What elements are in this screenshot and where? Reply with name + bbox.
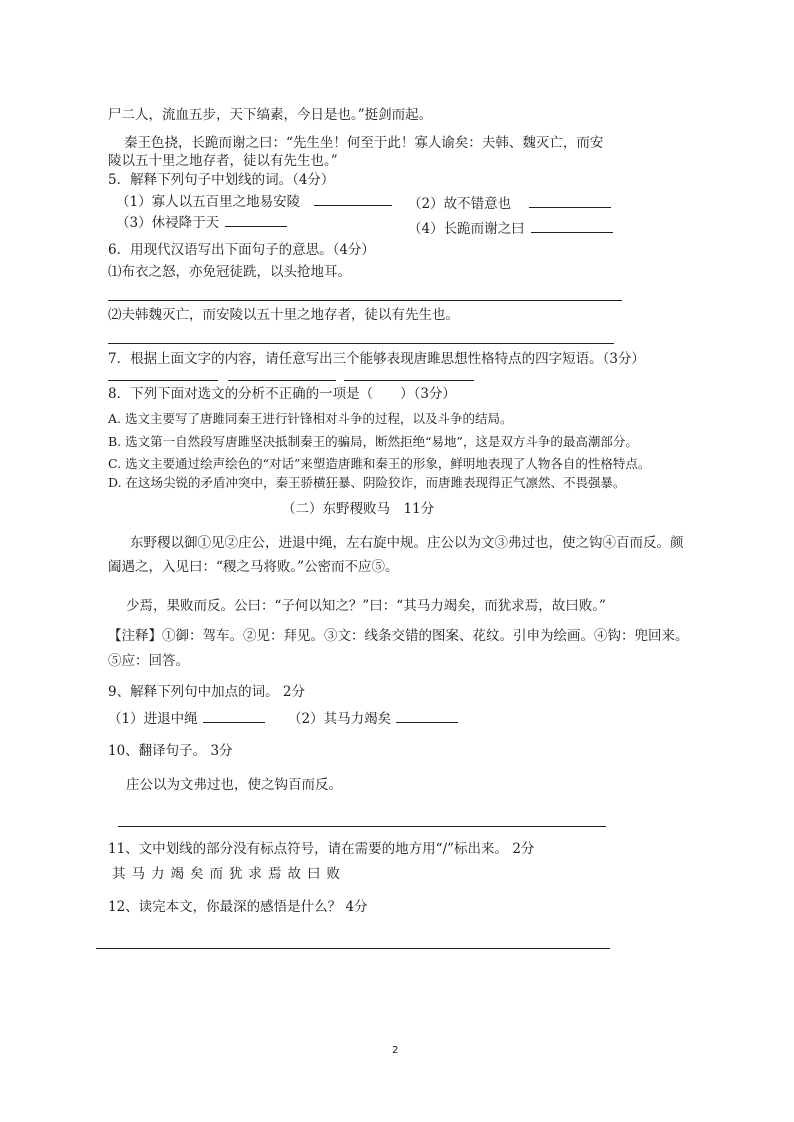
q9-item-1-blank[interactable] xyxy=(203,710,265,723)
q11-text[interactable]: 其马力竭矣而犹求焉故曰败 xyxy=(112,866,346,882)
q6-sentence-2: ⑵夫韩魏灭亡，而安陵以五十里之地存者，徒以有先生也。 xyxy=(108,307,459,323)
q8-stem: 8．下列下面对选文的分析不正确的一项是（ ）（3分） xyxy=(108,386,456,402)
passage1-line3: 陵以五十里之地存者，徒以有先生也。” xyxy=(108,153,338,169)
page-number: 2 xyxy=(392,1045,399,1056)
q7-stem: 7．根据上面文字的内容，请任意写出三个能够表现唐雎思想性格特点的四字短语。（3分） xyxy=(108,351,645,367)
q5-item-2-blank[interactable] xyxy=(529,195,611,208)
passage1-line1: 尸二人，流血五步，天下缟素，今日是也。”挺剑而起。 xyxy=(108,107,433,123)
q5-item-3 xyxy=(116,214,287,232)
q5-item-1-text: （1）寡人以五百里之地易安陵 xyxy=(116,194,301,210)
q9-item-2 xyxy=(288,710,458,728)
q12-answer-line[interactable] xyxy=(96,948,610,949)
q5-item-1-blank[interactable] xyxy=(314,193,392,206)
q9-item-2-blank[interactable] xyxy=(396,710,458,723)
q5-item-2-text: （2）故不错意也 xyxy=(408,196,512,212)
q9-item-2-text: （2）其马力竭矣 xyxy=(288,711,392,727)
q5-item-1 xyxy=(116,193,392,211)
passage2-line1: 东野稷以御①见②庄公，进退中绳，左右旋中规。庄公以为文③弗过也，使之钩④百而反。颜 xyxy=(130,535,684,551)
q7-answer-blank-3[interactable] xyxy=(344,380,474,381)
q5-item-2 xyxy=(408,195,611,213)
passage2-line2: 阖遇之，入见曰：“稷之马将败。”公密而不应⑤。 xyxy=(108,559,399,575)
q5-item-4-blank[interactable] xyxy=(531,220,613,233)
q7-answer-blank-1[interactable] xyxy=(108,380,218,381)
section2-title: （二）东野稷败马 11分 xyxy=(282,501,435,517)
q7-answer-blank-2[interactable] xyxy=(228,380,336,381)
q10-stem: 10、翻译句子。 3分 xyxy=(108,743,233,759)
q8-option-c[interactable]: C. 选文主要通过绘声绘色的“对话”来塑造唐雎和秦王的形象，鲜明地表现了人物各自的性格特点。 xyxy=(108,456,651,471)
q10-answer-line[interactable] xyxy=(118,826,606,827)
q6-sentence-1: ⑴布衣之怒，亦免冠徒跣，以头抢地耳。 xyxy=(108,264,351,280)
passage2-note-line2: ⑤应：回答。 xyxy=(108,653,189,669)
q9-item-1-text: （1）进退中绳 xyxy=(108,711,198,727)
q10-sentence: 庄公以为文弗过也，使之钩百而反。 xyxy=(126,777,342,793)
q11-stem: 11、文中划线的部分没有标点符号，请在需要的地方用“/”标出来。 2分 xyxy=(108,841,535,857)
q5-item-4 xyxy=(408,220,613,238)
q5-item-3-text: （3）休祲降于天 xyxy=(116,215,220,231)
q9-item-1 xyxy=(108,710,265,728)
q6-answer-line-1[interactable] xyxy=(108,300,622,301)
passage2-line3: 少焉，果败而反。公曰：“子何以知之？”曰：“其马力竭矣，而犹求焉，故曰败。” xyxy=(126,598,606,614)
q8-option-b[interactable]: B. 选文第一自然段写唐雎坚决抵制秦王的骗局，断然拒绝“易地”，这是双方斗争的最高潮部分。 xyxy=(108,434,638,449)
q6-answer-line-2[interactable] xyxy=(108,343,614,344)
q5-stem: 5．解释下列句子中划线的词。（4分） xyxy=(108,172,335,188)
q8-option-d[interactable]: D. 在这场尖锐的矛盾冲突中，秦王骄横狂暴、阴险狡诈，而唐雎表现得正气凛然、不畏强暴。 xyxy=(108,475,626,490)
passage1-line2: 秦王色挠，长跪而谢之曰：“先生坐！何至于此！寡人谕矣：夫韩、魏灭亡，而安 xyxy=(124,135,604,151)
q6-stem: 6．用现代汉语写出下面句子的意思。（4分） xyxy=(108,242,375,258)
q5-item-3-blank[interactable] xyxy=(225,214,287,227)
q5-item-4-text: （4）长跪而谢之曰 xyxy=(408,221,525,237)
q12-stem: 12、读完本文，你最深的感悟是什么？ 4分 xyxy=(108,899,368,915)
q9-stem: 9、解释下列句中加点的词。 2分 xyxy=(108,684,305,700)
q8-option-a[interactable]: A. 选文主要写了唐雎同秦王进行针锋相对斗争的过程，以及斗争的结局。 xyxy=(108,411,513,426)
passage2-note-line1: 【注释】①御：驾车。②见：拜见。③文：线条交错的图案、花纹。引申为绘画。④钩：兜回来。 xyxy=(108,628,689,644)
